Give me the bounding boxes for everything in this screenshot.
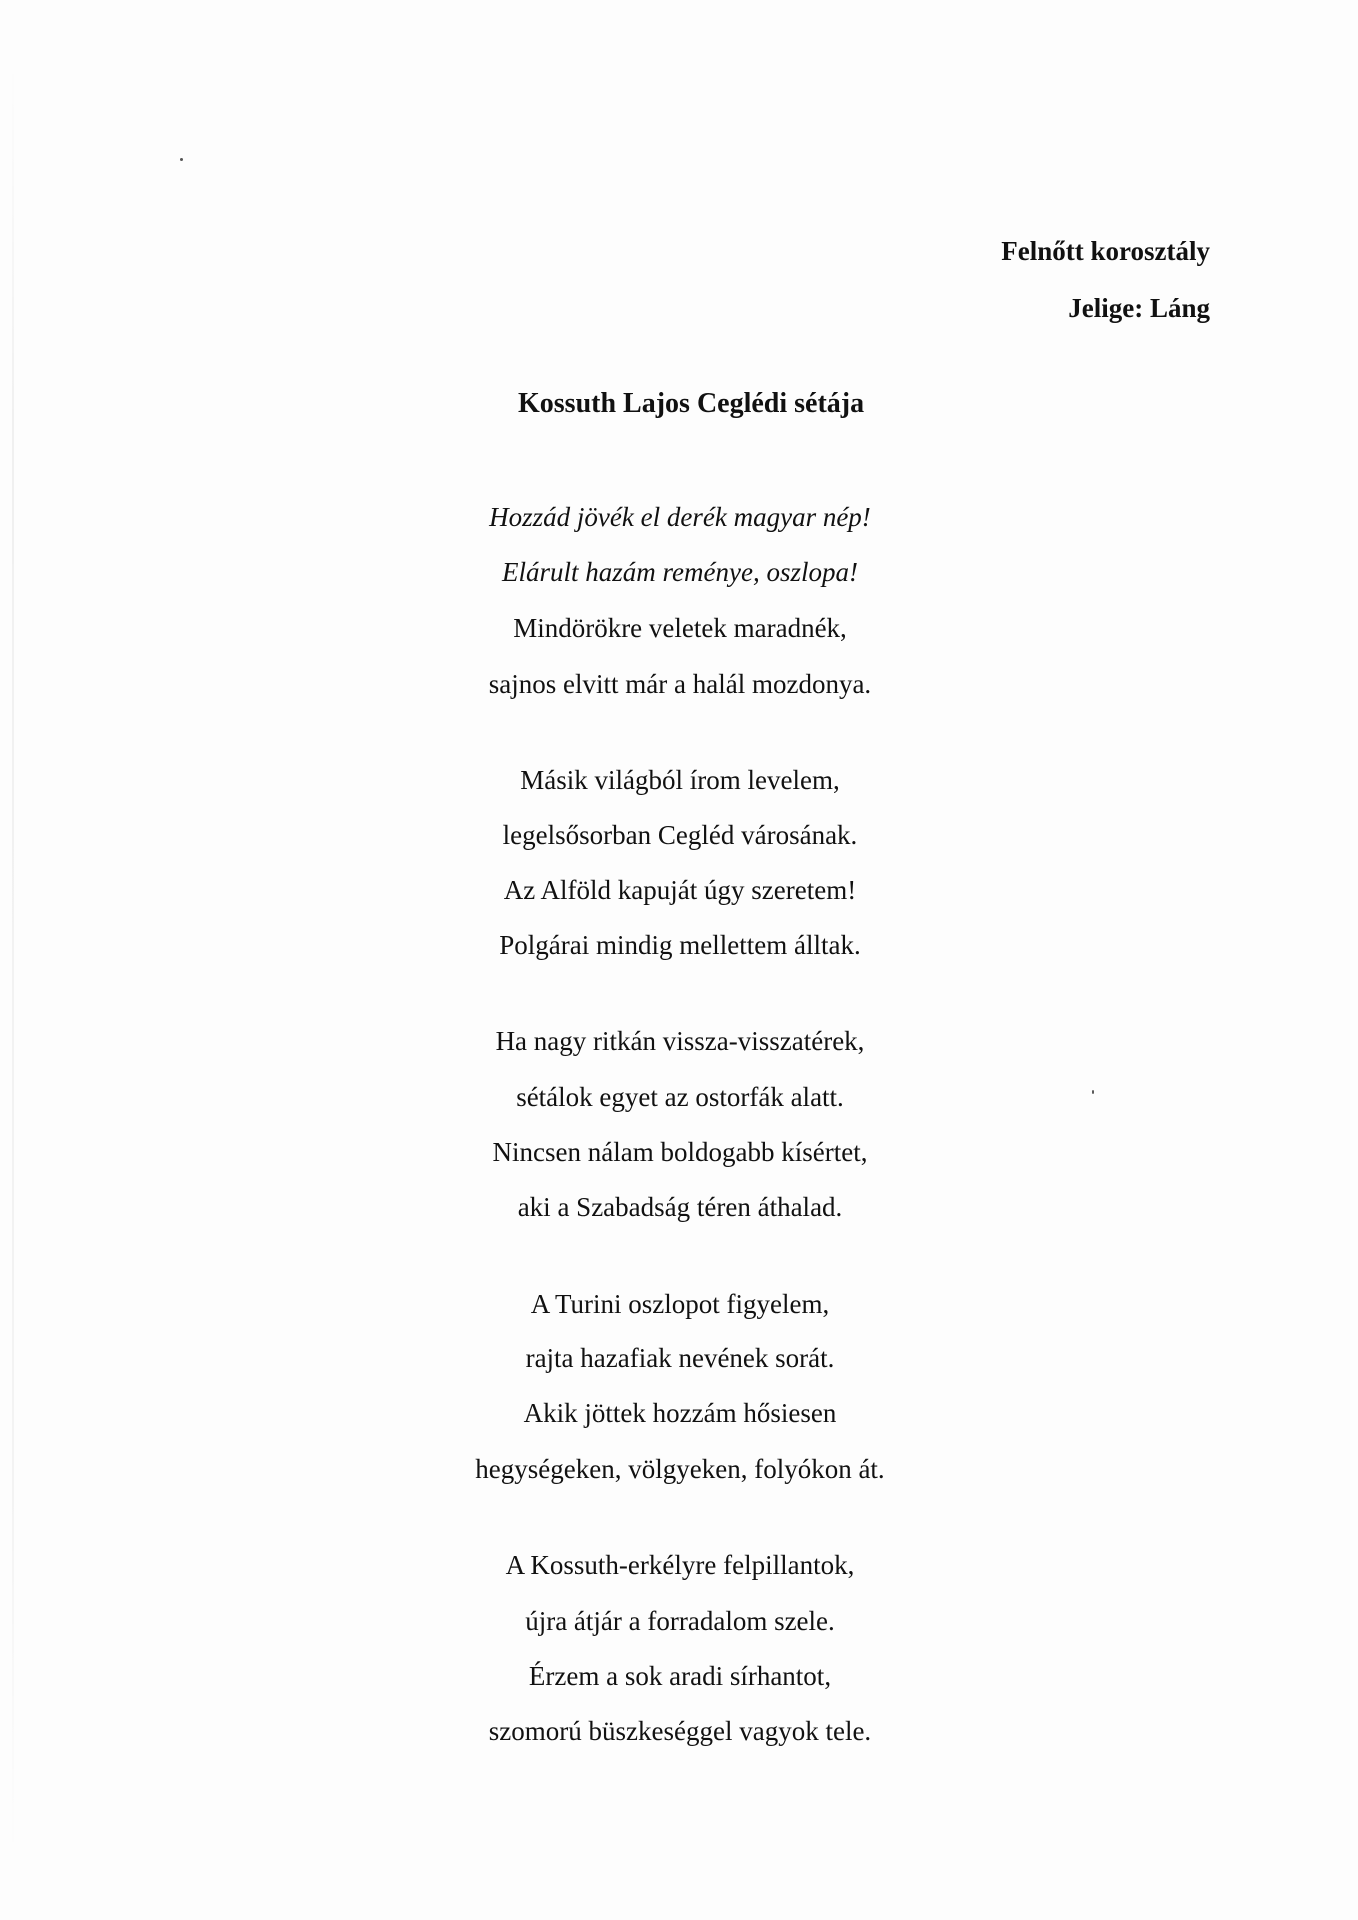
poem-line: Polgárai mindig mellettem álltak. [499, 930, 861, 960]
poem-line: sajnos elvitt már a halál mozdonya. [488, 669, 872, 699]
category-label: Felnőtt korosztály [1001, 236, 1210, 266]
scan-speck [180, 158, 183, 161]
motto-label: Jelige: Láng [1068, 293, 1210, 323]
poem-line: A Turini oszlopot figyelem, [530, 1289, 830, 1319]
poem-line: Elárult hazám reménye, oszlopa! [502, 557, 858, 587]
poem-line: rajta hazafiak nevének sorát. [525, 1343, 835, 1373]
poem-line: hegységeken, völgyeken, folyókon át. [475, 1454, 885, 1484]
poem-line: aki a Szabadság téren áthalad. [517, 1192, 843, 1222]
poem-line: szomorú büszkeséggel vagyok tele. [488, 1716, 872, 1746]
poem-line: sétálok egyet az ostorfák alatt. [516, 1082, 844, 1112]
poem-line: Érzem a sok aradi sírhantot, [528, 1661, 832, 1691]
poem-line: újra átjár a forradalom szele. [525, 1606, 835, 1636]
poem-line: Az Alföld kapuját úgy szeretem! [503, 875, 857, 905]
poem-line: Mindörökre veletek maradnék, [513, 613, 847, 643]
scan-speck [1092, 1090, 1094, 1094]
scan-edge-shadow [12, 60, 14, 1860]
poem-line: Ha nagy ritkán vissza-visszatérek, [495, 1026, 865, 1056]
poem-line: Hozzád jövék el derék magyar nép! [489, 502, 871, 532]
poem-line: Másik világból írom levelem, [520, 765, 840, 795]
poem-line: legelsősorban Cegléd városának. [502, 820, 858, 850]
poem-line: A Kossuth-erkélyre felpillantok, [505, 1550, 855, 1580]
poem-line: Nincsen nálam boldogabb kísértet, [492, 1137, 868, 1167]
poem-title: Kossuth Lajos Ceglédi sétája [518, 388, 865, 419]
poem-line: Akik jöttek hozzám hősiesen [523, 1398, 837, 1428]
